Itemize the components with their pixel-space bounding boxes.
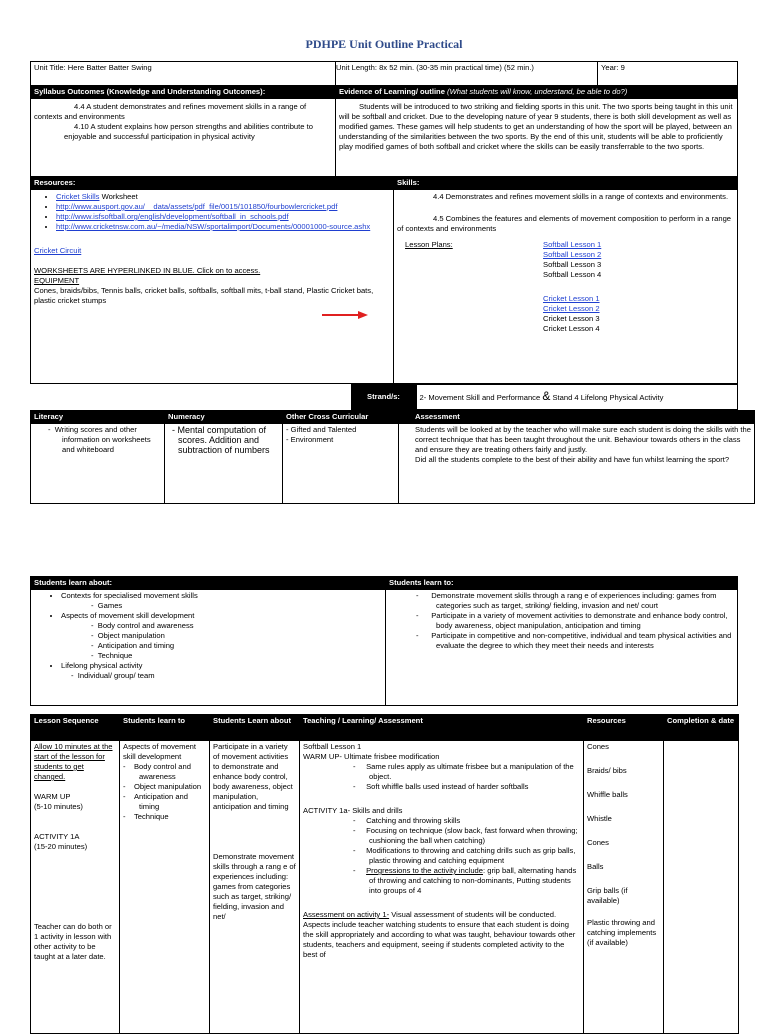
other-header: Other Cross Curricular (283, 411, 399, 424)
cross-curricular-table (30, 410, 755, 504)
teacher-note: Teacher can do both or 1 activity in lesson with other activity to be taught at a later date. (34, 922, 112, 961)
strand-table (30, 384, 738, 410)
learn-about-list (31, 591, 382, 681)
learn-about-sub: - Anticipation and timing (91, 641, 382, 651)
unit-outline-table (30, 61, 738, 384)
hyperlink-note: WORKSHEETS ARE HYPERLINKED IN BLUE. Click on to access. (34, 266, 261, 275)
softball-lesson-2-link[interactable]: Softball Lesson 2 (543, 250, 602, 259)
lesson-plans-label: Lesson Plans: (405, 240, 453, 249)
allow-note: Allow 10 minutes at the start of the lesson for students to get changed. (34, 742, 113, 781)
unit-length: Unit Length: 8x 52 min. (30-35 min practical time) (52 min.) (336, 62, 598, 86)
learn-about-sub: - Body control and awareness (91, 621, 382, 631)
learn-about-cell (31, 590, 386, 706)
resources-cell (31, 190, 394, 384)
resource-entry: Whistle (587, 814, 612, 823)
activity-label: ACTIVITY 1A (34, 832, 80, 841)
resource-entry: Braids/ bibs (587, 766, 627, 775)
learn-table (30, 576, 738, 706)
softball-lesson-3: Softball Lesson 3 (543, 260, 602, 269)
assessment-header: Assessment (399, 411, 755, 424)
resource-entry: Balls (587, 862, 604, 871)
cricket-lesson-2-link[interactable]: Cricket Lesson 2 (543, 304, 600, 313)
red-arrow-icon (322, 310, 368, 320)
teaching-cell (300, 741, 584, 1034)
act-item: - Progressions to the activity include: grip ball, alternating hands of throwing and catching to non-dominants, Putting students into groups of 4 (353, 866, 577, 895)
resource-entry: Grip balls (if available) (587, 886, 628, 905)
other-item: - Environment (286, 435, 334, 444)
resource-entry: Plastic throwing and catching implements (if available) (587, 918, 657, 947)
act-item: - Modifications to throwing and catching drills such as grip balls, plastic throwing and catching equipment (353, 846, 576, 865)
softball-lesson-4: Softball Lesson 4 (543, 270, 602, 279)
resource-item (56, 202, 390, 212)
strand-text: 2- Movement Skill and Performance & Stand 4 Lifelong Physical Activity (416, 385, 737, 410)
skills-cell (394, 190, 738, 384)
resource-item (56, 222, 390, 232)
warm-item: - Same rules apply as ultimate frisbee but a manipulation of the object. (353, 762, 574, 781)
literacy-cell (31, 424, 165, 504)
evidence-text: Students will be introduced to two striking and fielding sports in this unit. The two sports being taught in this unit will be softball and cricket. Due to the developing nature of year 9 students, there is both skill development as well as modified games. These games will help students to get an understanding of how the sport will be played, between an understanding of the similarities between the two sports. By the end of this unit, students will be able to proficiently play modified games of both softball and cricket where the skills can be easily transferrable to the two sports. (336, 99, 738, 177)
lesson-sequence-cell (31, 741, 120, 1034)
learn-about-col (210, 741, 300, 1034)
act-item: - Focusing on technique (slow back, fast forward when throwing; cushioning the ball when catching) (353, 826, 578, 845)
learn-to-header: Students learn to: (386, 577, 738, 590)
resource-item (56, 212, 390, 222)
numeracy-item: - Mental computation of scores. Addition and subtraction of numbers (172, 425, 270, 455)
resource-link[interactable]: http://www.isfsoftball.org/english/development/softball_in_schools.pdf (56, 212, 289, 221)
learn-to-entry: - Anticipation and timing (123, 792, 189, 811)
learn-about-header: Students learn about: (31, 577, 386, 590)
completion-cell (664, 741, 739, 1034)
activity-title: ACTIVITY 1a- Skills and drills (303, 806, 403, 815)
lesson-sequence-header: Lesson Sequence (31, 715, 120, 741)
resource-entry: Whiffle balls (587, 790, 628, 799)
learn-to-item: - Participate in a variety of movement activities to demonstrate and enhance body control, body awareness, object manipulation, anticipation and timing (416, 611, 728, 630)
lesson-plans (397, 240, 734, 334)
other-item: - Gifted and Talented (286, 425, 357, 434)
page-title: PDHPE Unit Outline Practical (305, 37, 463, 51)
lesson-title: Softball Lesson 1 (303, 742, 362, 751)
learn-about-sub: - Object manipulation (91, 631, 382, 641)
resource-entry: Cones (587, 742, 609, 751)
cricket-lesson-4: Cricket Lesson 4 (543, 324, 600, 333)
resources-header: Resources: (31, 177, 394, 190)
learn-about-item: • Contexts for specialised movement skills - Games (61, 591, 382, 611)
resource-link[interactable]: http://www.cricketnsw.com.au/~/media/NSW/sportalimport/Documents/00001000-source.ashx (56, 222, 371, 231)
learn-to-entry: - Body control and awareness (123, 762, 191, 781)
skills-header: Skills: (394, 177, 738, 190)
warm-up-label: WARM UP (34, 792, 71, 801)
year: Year: 9 (598, 62, 738, 86)
learn-to-entry: - Object manipulation (123, 782, 202, 791)
learn-about-item: • Lifelong physical activity - Individual/ group/ team (61, 661, 382, 681)
assessment-text: Students will be looked at by the teacher who will make sure each student is doing the skills with the correct technique that has been taught throughout the unit. Behaviour towards others in the class and ensure they are treating others fairly and justly. (415, 425, 751, 454)
cricket-lesson-1-link[interactable]: Cricket Lesson 1 (543, 294, 600, 303)
resources-col-header: Resources (584, 715, 664, 741)
syllabus-outcomes-header: Syllabus Outcomes (Knowledge and Understanding Outcomes): (31, 86, 336, 99)
warm-up-title: WARM UP- Ultimate frisbee modification (303, 752, 440, 761)
cricket-circuit-link[interactable]: Cricket Circuit (34, 246, 82, 255)
assessment-note: Assessment on activity 1- Visual assessment of students will be conducted. Aspects include teacher watching students to ensure that each student is doing the skill appropriately and according to what was taught, behaviour towards other students, teachers and equipment, seeing if students completed activity to the best of (303, 910, 576, 959)
learn-about-entry-2: Demonstrate movement skills through a rang e of experiences including: games from categories such as target, striking/ fielding, invasion and net/ (213, 852, 296, 921)
unit-title: Unit Title: Here Batter Batter Swing (31, 62, 336, 86)
other-cell (283, 424, 399, 504)
lesson-list (543, 240, 734, 334)
learn-about-sub: - Games (91, 601, 382, 611)
learn-to-item: - Participate in competitive and non-competitive, individual and team physical activities and evaluate the degree to which they meet their needs and interests (416, 631, 732, 650)
resource-link[interactable]: http://www.ausport.gov.au/__data/assets/pdf_file/0015/101850/fourbowlercricket.pdf (56, 202, 338, 211)
resource-list (34, 192, 390, 232)
skill-4-4: 4.4 Demonstrates and refines movement skills in a range of contexts and environments. (433, 192, 729, 201)
resources-col (584, 741, 664, 1034)
learn-to-item: - Demonstrate movement skills through a rang e of experiences including: games from categories such as target, striking/ fielding, invasion and net/ court (416, 591, 717, 610)
numeracy-cell (165, 424, 283, 504)
cricket-skills-link[interactable]: Cricket Skills (56, 192, 100, 201)
resource-item: • Cricket Skills Worksheet (56, 192, 390, 202)
numeracy-header: Numeracy (165, 411, 283, 424)
learn-to-col (120, 741, 210, 1034)
warm-up-time: (5-10 minutes) (34, 802, 83, 811)
equipment-text: Cones, braids/bibs, Tennis balls, cricket balls, softballs, softball mits, t-ball stand, Plastic Cricket bats, plastic cricket stumps (34, 286, 374, 305)
lesson-sequence-table (30, 714, 739, 1034)
equipment-label: EQUIPMENT (34, 276, 80, 285)
students-learn-to-header: Students learn to (120, 715, 210, 741)
evidence-header: Evidence of Learning/ outline (What students will know, understand, be able to do?) (336, 86, 738, 99)
skill-4-5: 4.5 Combines the features and elements of movement composition to perform in a range of contexts and environments (397, 214, 732, 233)
warm-item: - Soft whiffle balls used instead of harder softballs (353, 782, 529, 791)
learn-to-cell (386, 590, 738, 706)
learn-about-item: • Aspects of movement skill development - Body control and awareness - Object manipulation - Anticipation and timing - Technique (61, 611, 382, 661)
softball-lesson-1-link[interactable]: Softball Lesson 1 (543, 240, 602, 249)
act-item: - Catching and throwing skills (353, 816, 461, 825)
activity-time: (15-20 minutes) (34, 842, 88, 851)
learn-about-sub: - Individual/ group/ team (71, 671, 382, 681)
cricket-lesson-3: Cricket Lesson 3 (543, 314, 600, 323)
learn-to-title: Aspects of movement skill development (123, 742, 197, 761)
learn-about-sub: - Technique (91, 651, 382, 661)
learn-to-entry: - Technique (123, 812, 169, 821)
outcome-4-10: 4.10 A student explains how person strengths and abilities contribute to enjoyable and successful participation in physical activity (64, 122, 313, 141)
assessment-text-2: Did all the students complete to the best of their ability and have fun whilst learning the sport? (415, 455, 730, 464)
students-learn-about-header: Students Learn about (210, 715, 300, 741)
strand-label: Strand/s: (351, 385, 416, 410)
resource-entry: Cones (587, 838, 609, 847)
assessment-cell (399, 424, 755, 504)
literacy-item: - Writing scores and other information on worksheets and whiteboard (48, 425, 161, 455)
syllabus-outcomes (31, 99, 336, 177)
literacy-header: Literacy (31, 411, 165, 424)
outcome-4-4: 4.4 A student demonstrates and refines movement skills in a range of contexts and environments (34, 102, 307, 121)
learn-about-entry-1: Participate in a variety of movement activities to demonstrate and enhance body control, body awareness, object manipulation, anticipation and timing (213, 742, 293, 811)
completion-header: Completion & date (664, 715, 739, 741)
teaching-header: Teaching / Learning/ Assessment (300, 715, 584, 741)
